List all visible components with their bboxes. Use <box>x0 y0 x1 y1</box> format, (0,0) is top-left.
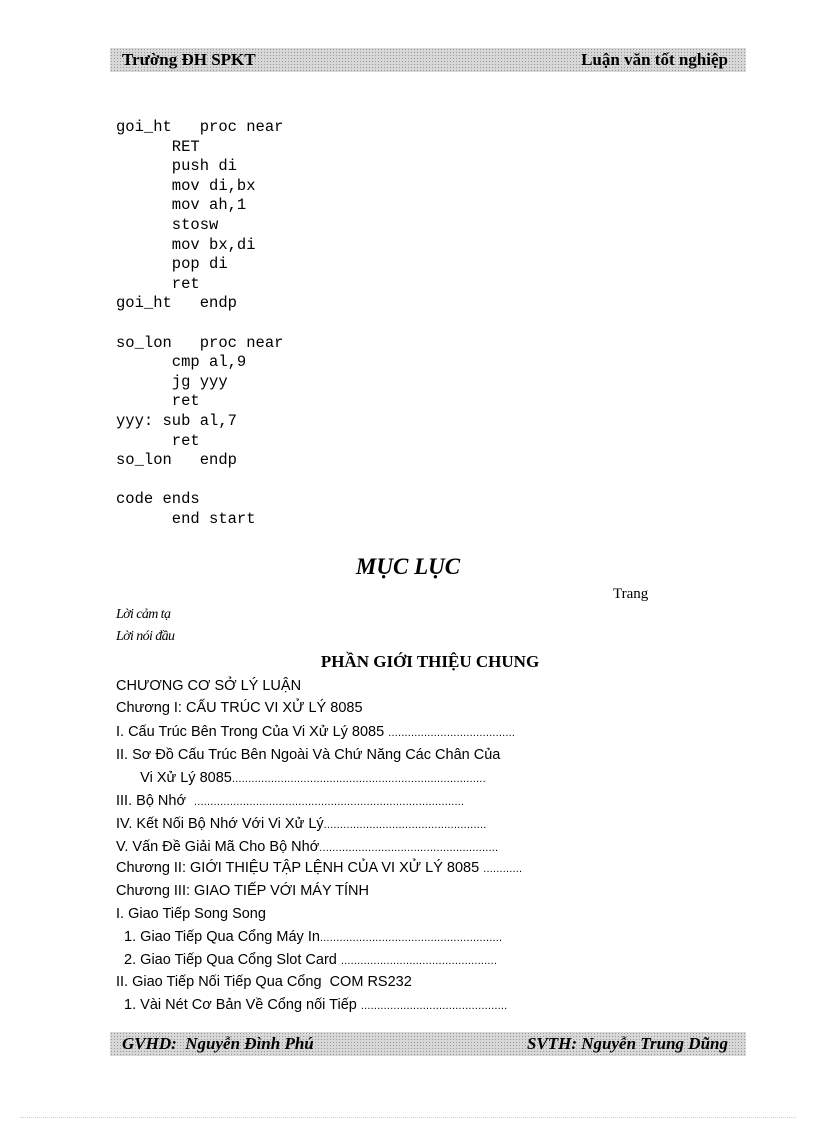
header-thesis: Luận văn tốt nghiệp <box>581 50 728 69</box>
header-school: Trường ĐH SPKT <box>122 50 256 69</box>
toc-entry <box>116 814 636 834</box>
toc-leader: .............................................................................. <box>231 773 486 785</box>
code-line: mov ah,1 <box>116 196 247 215</box>
toc-entry-text: II. Sơ Đồ Cấu Trúc Bên Ngoài Và Chứ Năng Các Chân Của <box>116 747 501 763</box>
toc-entry-text: CHƯƠNG CƠ SỞ LÝ LUẬN <box>116 678 302 694</box>
toc-entry-text: Chương II: GIỚI THIỆU TẬP LỆNH CỦA VI XỬ LÝ 8085 <box>116 860 484 876</box>
toc-entry <box>116 881 636 901</box>
code-line: goi_ht proc near <box>116 118 284 136</box>
toc-entry <box>116 791 636 811</box>
toc-acknowledgements: Lời cảm tạ <box>116 607 171 622</box>
toc-entry-text: IV. Kết Nối Bộ Nhớ Với Vi Xử Lý <box>116 816 324 832</box>
toc-entry <box>116 995 636 1015</box>
code-line: ret <box>116 431 200 450</box>
code-line <box>116 314 283 334</box>
toc-entry <box>116 950 636 970</box>
toc-entry-text: I. Cấu Trúc Bên Trong Của Vi Xử Lý 8085 <box>116 724 389 740</box>
toc-entry <box>116 676 636 696</box>
toc-entry <box>116 837 636 857</box>
page-bottom-divider <box>20 1117 796 1119</box>
toc-entry <box>116 745 636 765</box>
toc-entry <box>116 722 636 742</box>
code-line: goi_ht endp <box>116 294 237 313</box>
toc-leader: ............................................. <box>360 1000 508 1012</box>
toc-entry-text: III. Bộ Nhớ <box>116 793 195 809</box>
code-line: ret <box>116 274 200 293</box>
code-line: jg yyy <box>116 372 228 391</box>
toc-entry <box>116 972 636 992</box>
toc-entry <box>116 904 636 924</box>
toc-part-title: PHẦN GIỚI THIỆU CHUNG <box>320 652 540 671</box>
toc-entry-text: Vi Xử Lý 8085 <box>116 770 232 786</box>
code-line: code ends <box>116 490 200 509</box>
code-line: ret <box>116 392 200 411</box>
page-header <box>110 48 746 72</box>
toc-leader: .................................................. <box>323 819 487 831</box>
footer-advisor: GVHD: Nguyễn Đình Phú <box>122 1034 314 1053</box>
toc-entry <box>116 768 636 788</box>
code-line: end start <box>116 509 256 528</box>
toc-entry <box>116 698 636 718</box>
code-line: yyy: sub al,7 <box>116 411 237 430</box>
code-line <box>116 471 283 491</box>
code-line: mov bx,di <box>116 235 256 254</box>
toc-entry-text: I. Giao Tiếp Song Song <box>116 906 266 922</box>
toc-leader: ................................................ <box>340 955 498 967</box>
toc-page-label: Trang <box>613 586 649 602</box>
page-footer <box>110 1032 746 1056</box>
code-line: pop di <box>116 255 228 274</box>
toc-title: MỤC LỤC <box>355 554 461 579</box>
toc-entry <box>116 927 636 947</box>
toc-leader: ........................................................ <box>319 932 503 944</box>
toc-preface: Lời nói đầu <box>116 629 175 644</box>
code-line: push di <box>116 157 237 176</box>
code-listing <box>116 118 283 529</box>
toc-leader: ............ <box>483 863 523 875</box>
code-line: so_lon proc near <box>116 333 284 352</box>
toc-leader: ................................................................................... <box>194 796 465 808</box>
toc-leader: ....................................................... <box>319 842 499 854</box>
toc-entry-text: Chương I: CẤU TRÚC VI XỬ LÝ 8085 <box>116 700 363 716</box>
code-line: mov di,bx <box>116 176 256 195</box>
footer-student: SVTH: Nguyễn Trung Dũng <box>526 1034 728 1053</box>
toc-entry-text: II. Giao Tiếp Nối Tiếp Qua Cổng COM RS232 <box>116 974 412 990</box>
toc-entry-text: Chương III: GIAO TIẾP VỚI MÁY TÍNH <box>116 883 369 899</box>
code-line: cmp al,9 <box>116 353 247 372</box>
code-line: so_lon endp <box>116 451 237 470</box>
code-line: RET <box>116 137 200 156</box>
toc-entry-text: 1. Vài Nét Cơ Bản Về Cổng nối Tiếp <box>116 997 361 1013</box>
toc-entry-text: V. Vấn Đề Giải Mã Cho Bộ Nhớ <box>116 839 320 855</box>
toc-entry-text: 2. Giao Tiếp Qua Cổng Slot Card <box>116 952 341 968</box>
toc-entry <box>116 858 656 878</box>
code-line: stosw <box>116 215 219 234</box>
toc-entry-text: 1. Giao Tiếp Qua Cổng Máy In <box>116 929 320 945</box>
toc-leader: ....................................... <box>388 727 516 739</box>
